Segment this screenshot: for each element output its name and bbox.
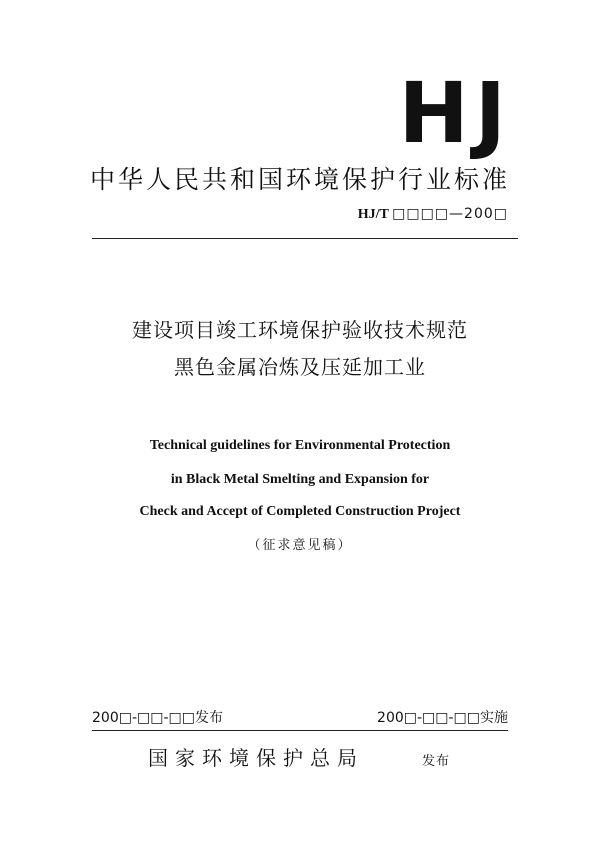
standard-code xyxy=(358,206,508,223)
effective-date: 200□-□□-□□实施 xyxy=(377,710,508,726)
issue-date: 200□-□□-□□发布 xyxy=(92,710,223,726)
title-en-line2: in Black Metal Smelting and Expansion for xyxy=(170,472,430,487)
title-en-line3: Check and Accept of Completed Construction Project xyxy=(139,504,461,519)
issuer-suffix: 发布 xyxy=(422,754,451,769)
issuer: 国家环境保护总局 xyxy=(148,746,364,770)
hj-logo: HJ xyxy=(398,64,512,162)
standard-prefix: HJ/T xyxy=(357,207,389,222)
org-title: 中华人民共和国环境保护行业标准 xyxy=(89,165,510,194)
title-cn-line1: 建设项目竣工环境保护验收技术规范 xyxy=(132,318,468,342)
title-cn-line2: 黑色金属冶炼及压延加工业 xyxy=(174,355,426,379)
bottom-divider xyxy=(92,730,508,731)
title-en-line1: Technical guidelines for Environmental Protection xyxy=(149,438,451,453)
draft-note: （征求意见稿） xyxy=(247,538,353,553)
top-divider xyxy=(92,238,518,239)
standard-number: □□□□—200□ xyxy=(392,206,508,222)
